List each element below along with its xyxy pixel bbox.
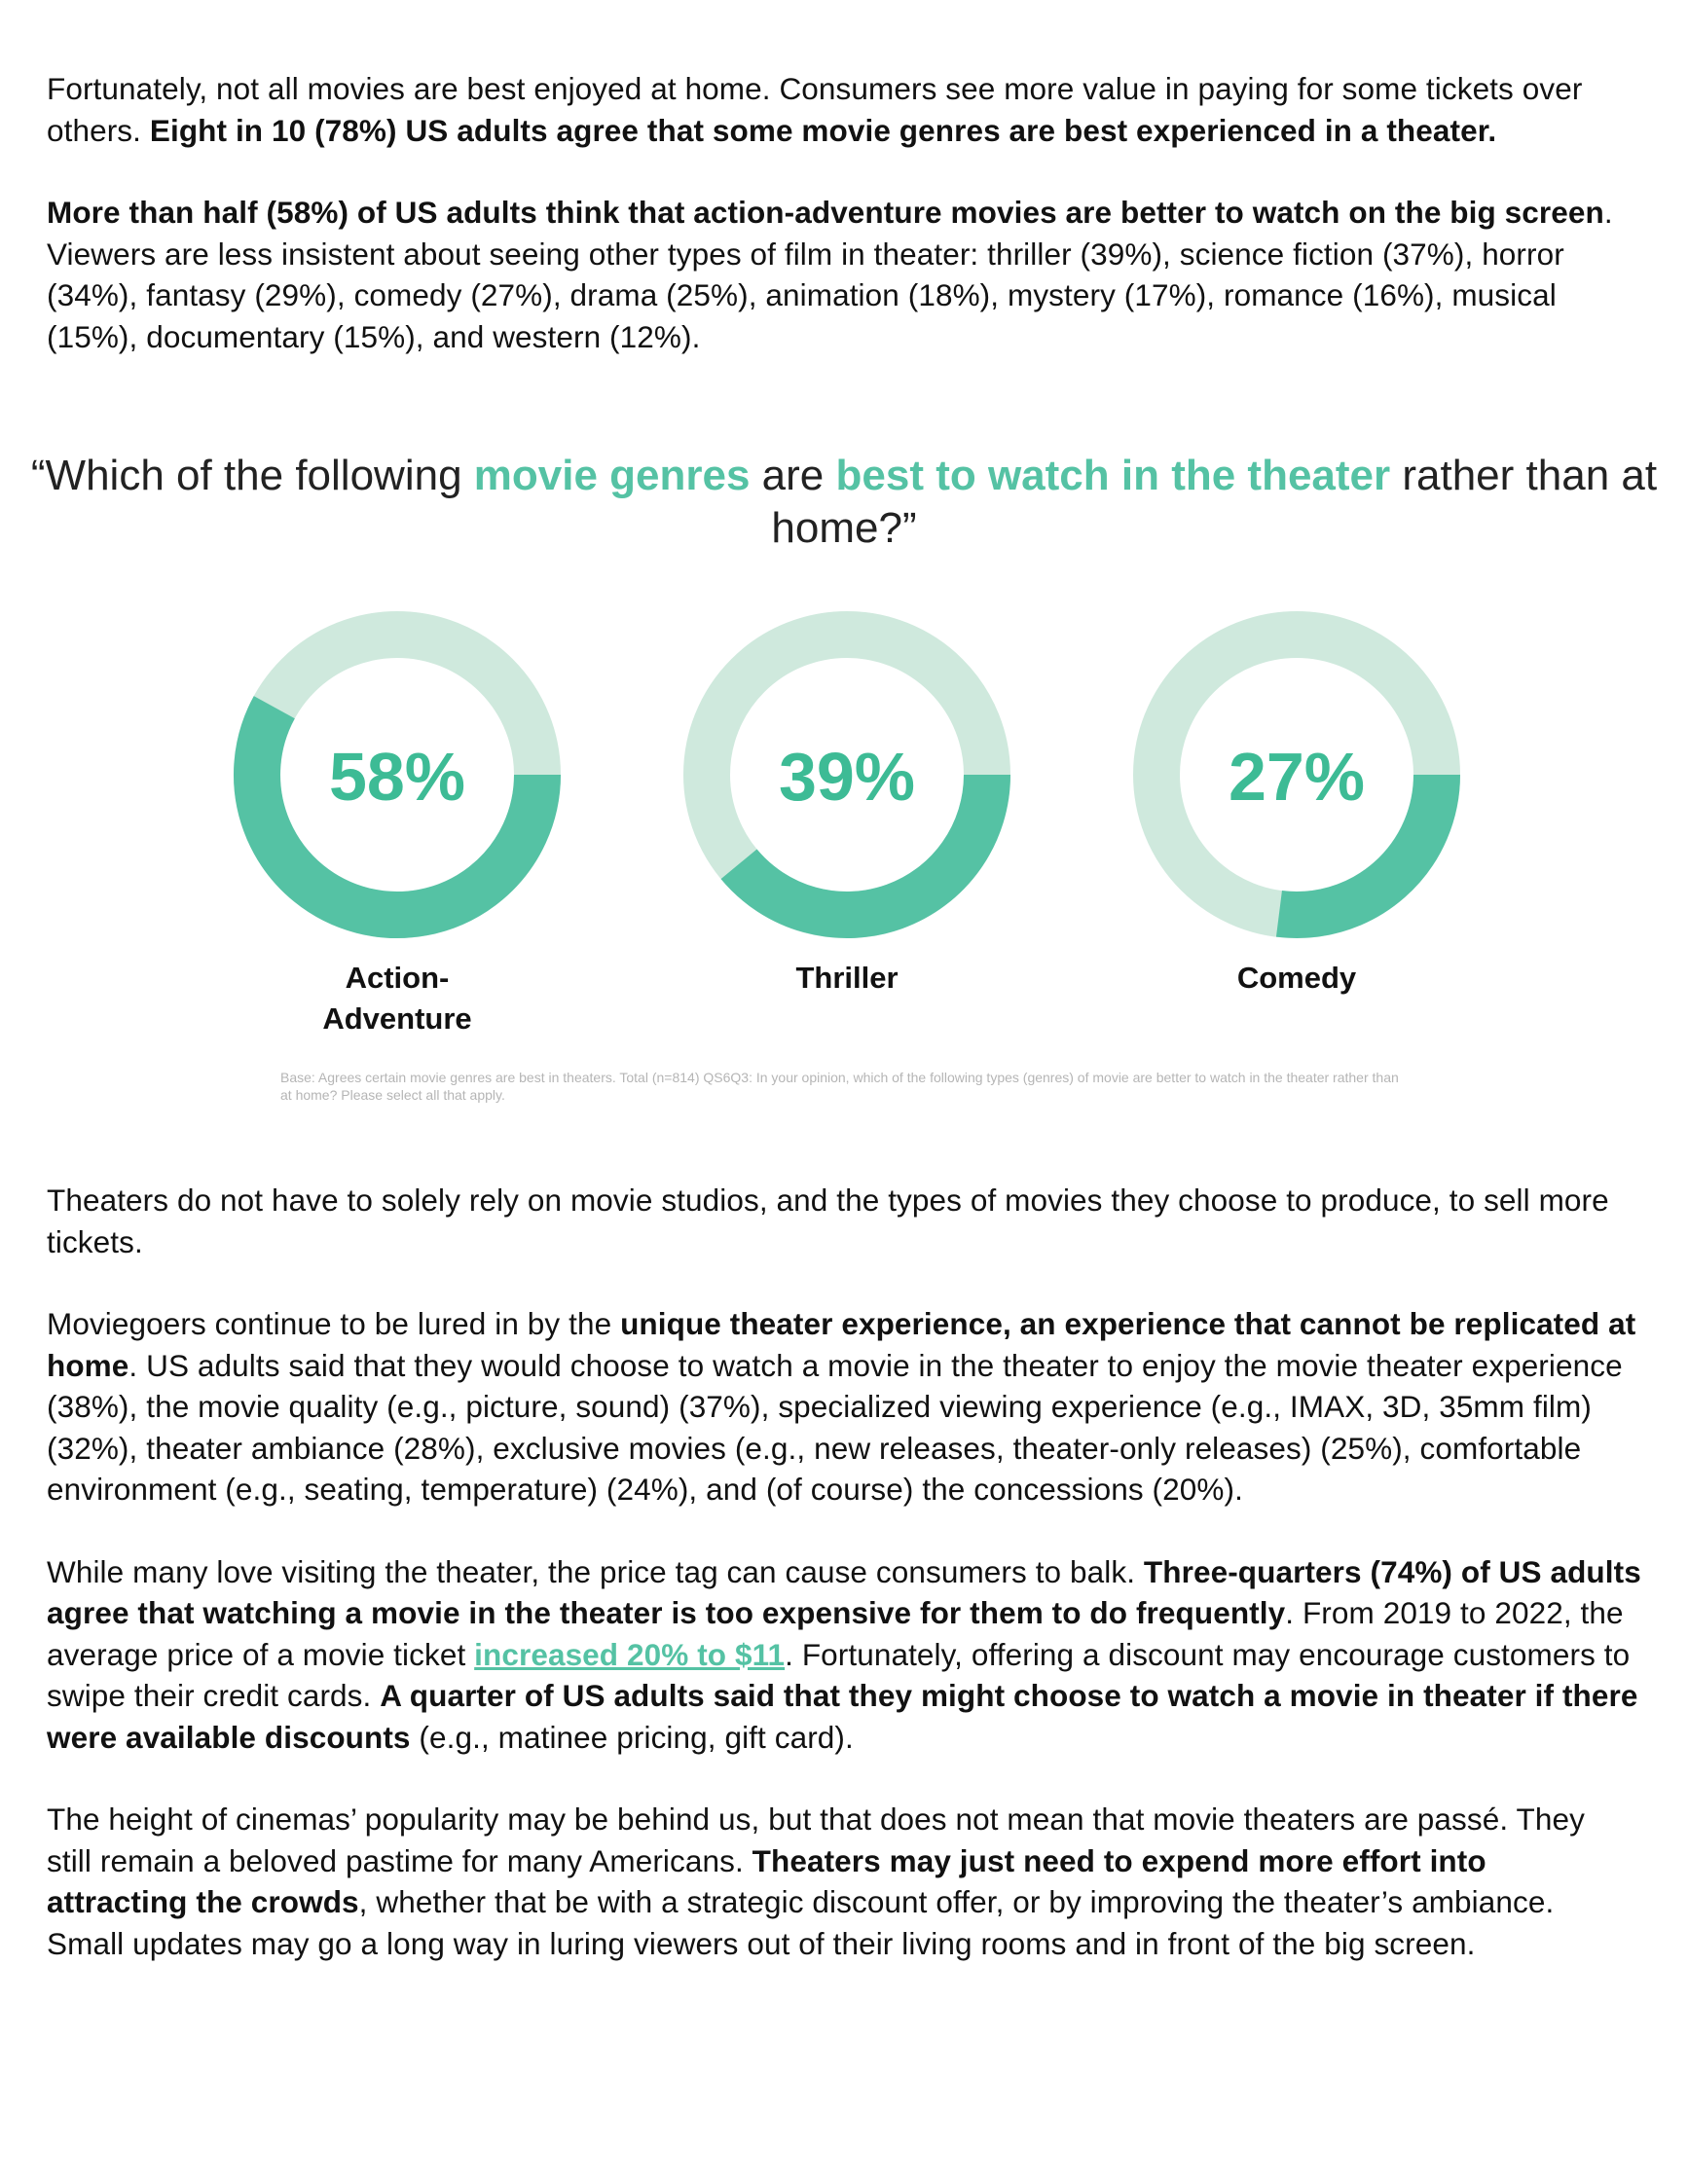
donut-charts <box>0 584 1688 993</box>
paragraph-price: While many love visiting the theater, the price tag can cause consumers to balk. Three-quarters (74%) of US adults agree that watching a movie in the theater is too expensive for them to do frequently. From 2019 to 2022, the average price of a movie ticket increased 20% to $11. Fortunately, offering a discount may encourage customers to swipe their credit cards. A quarter of US adults said that they might choose to watch a movie in theater if there were available discounts (e.g., matinee pricing, gift card). <box>47 1553 1641 1755</box>
paragraph-studios: Theaters do not have to solely rely on movie studios, and the types of movies they choose to produce, to sell more tickets. <box>47 1183 1609 1259</box>
chart-title: “Which of the following movie genres are best to watch in the theater rather than at home?” <box>30 452 1658 552</box>
donut-action-adventure <box>257 635 537 915</box>
label-thriller: Thriller <box>795 961 899 995</box>
link-ticket-price-increase[interactable]: increased 20% to $11 <box>474 1636 786 1672</box>
paragraph-genre-breakdown: More than half (58%) of US adults think that action-adventure movies are better to watch on the big screen. Viewers are less insistent about seeing other types of film in theater: thriller (39%), science fiction (37%), horror (34%), fantasy (29%), comedy (27%), drama (25%), animation (18%), mystery (17%), romance (16%), musical (15%), documentary (15%), and western (12%). <box>47 195 1613 354</box>
chart-base-note: Base: Agrees certain movie genres are best in theaters. Total (n=814) QS6Q3: In your opinion, which of the following types (genres) of movie are better to watch in the theater rather than at home? Please select all that apply. <box>280 1070 1399 1103</box>
donut-thriller <box>707 635 987 915</box>
donut-value-comedy: 27% <box>1228 739 1366 815</box>
label-action-adventure: Action- Adventure <box>322 961 472 1036</box>
stat-58-percent: More than half (58%) of US adults think that action-adventure movies are better to watch on the big screen <box>47 195 1604 230</box>
paragraph-genres-intro: Fortunately, not all movies are best enjoyed at home. Consumers see more value in paying for some tickets over others. Eight in 10 (78%) US adults agree that some movie genres are best experienced in a theater. <box>47 71 1583 148</box>
donut-value-action-adventure: 58% <box>328 739 466 815</box>
paragraph-experience: Moviegoers continue to be lured in by the unique theater experience, an experience that cannot be replicated at home. US adults said that they would choose to watch a movie in the theater to enjoy the movie theater experience (38%), the movie quality (e.g., picture, sound) (37%), specialized viewing experience (e.g., IMAX, 3D, 35mm film) (32%), theater ambiance (28%), exclusive movies (e.g., new releases, theater-only releases) (25%), comfortable environment (e.g., seating, temperature) (24%), and (of course) the concessions (20%). <box>47 1306 1636 1507</box>
stat-78-percent: Eight in 10 (78%) US adults agree that some movie genres are best experienced in a theater. <box>149 112 1497 148</box>
stat-74-percent: Three-quarters (74%) of US adults agree that watching a movie in the theater is too expensive for them to do frequently <box>47 1553 1641 1630</box>
donut-comedy <box>1156 635 1437 915</box>
chart-title-highlight-theater: best to watch in the theater <box>835 452 1391 499</box>
paragraph-conclusion: The height of cinemas’ popularity may be behind us, but that does not mean that movie theaters are passé. They still remain a beloved pastime for many Americans. Theaters may just need to expend more effort into attracting the crowds, whether that be with a strategic discount offer, or by improving the theater’s ambiance. Small updates may go a long way in luring viewers out of their living rooms and in front of the big screen. <box>47 1802 1585 1961</box>
lower-section <box>47 1180 1653 1964</box>
highlight-attracting-crowds: Theaters may just need to expend more effort into attracting the crowds <box>47 1842 1486 1919</box>
label-comedy: Comedy <box>1236 961 1357 995</box>
intro-section <box>47 68 1643 357</box>
donut-value-thriller: 39% <box>778 739 916 815</box>
chart-title-highlight-genres: movie genres <box>473 452 751 499</box>
highlight-discounts: A quarter of US adults said that they might choose to watch a movie in theater if there were available discounts <box>47 1678 1638 1755</box>
highlight-unique-experience: unique theater experience, an experience that cannot be replicated at home <box>47 1306 1636 1383</box>
